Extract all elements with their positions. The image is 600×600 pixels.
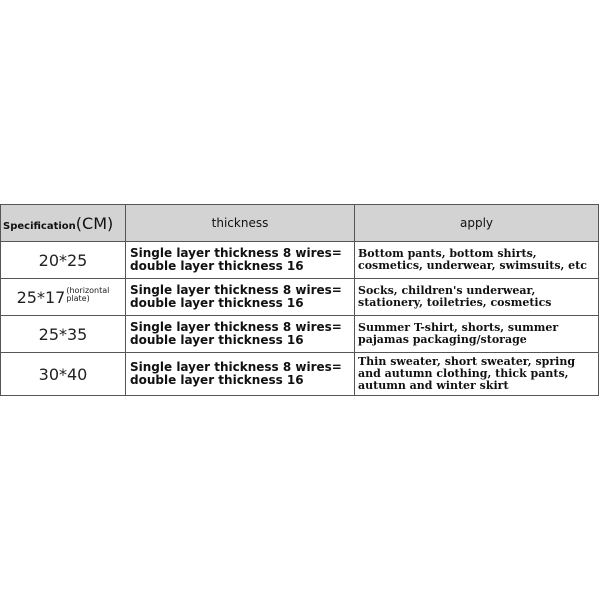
table-row <box>1 242 599 279</box>
header-specification <box>1 205 126 242</box>
thickness-line: Single layer thickness 8 wires= <box>130 320 342 334</box>
thickness-line: Single layer thickness 8 wires= <box>130 360 342 374</box>
apply-line: autumn and winter skirt <box>358 379 509 392</box>
thickness-cell <box>126 316 355 353</box>
size-value: 20*25 <box>38 250 88 270</box>
thickness-line: double layer thickness 16 <box>130 373 304 387</box>
header-apply: apply <box>355 205 599 242</box>
apply-line: pajamas packaging/storage <box>358 333 527 346</box>
apply-line: Thin sweater, short sweater, spring <box>358 355 576 368</box>
thickness-line: double layer thickness 16 <box>130 296 304 310</box>
thickness-line: Single layer thickness 8 wires= <box>130 246 342 260</box>
thickness-line: double layer thickness 16 <box>130 259 304 273</box>
size-cell <box>1 316 126 353</box>
thickness-cell <box>126 242 355 279</box>
size-note: (horizontal plate) <box>66 286 110 303</box>
thickness-cell <box>126 353 355 396</box>
apply-cell <box>355 279 599 316</box>
apply-line: Summer T-shirt, shorts, summer <box>358 321 559 334</box>
size-cell <box>1 279 126 316</box>
thickness-cell <box>126 279 355 316</box>
header-row <box>1 205 599 242</box>
apply-line: and autumn clothing, thick pants, <box>358 367 569 380</box>
thickness-line: double layer thickness 16 <box>130 333 304 347</box>
size-cell <box>1 242 126 279</box>
specification-table <box>0 204 599 396</box>
size-value: 25*35 <box>38 324 88 344</box>
apply-cell <box>355 242 599 279</box>
apply-line: Bottom pants, bottom shirts, <box>358 247 537 260</box>
apply-line: cosmetics, underwear, swimsuits, etc <box>358 259 587 272</box>
apply-cell <box>355 353 599 396</box>
apply-cell <box>355 316 599 353</box>
header-specification-label: Specification <box>3 220 76 232</box>
thickness-line: Single layer thickness 8 wires= <box>130 283 342 297</box>
apply-line: Socks, children's underwear, <box>358 284 536 297</box>
table-row <box>1 353 599 396</box>
size-value: 30*40 <box>38 364 88 384</box>
header-thickness: thickness <box>126 205 355 242</box>
size-cell <box>1 353 126 396</box>
header-specification-unit: (CM) <box>75 213 114 233</box>
apply-line: stationery, toiletries, cosmetics <box>358 296 552 309</box>
table-row <box>1 279 599 316</box>
table-row <box>1 316 599 353</box>
size-value: 25*17 <box>16 287 66 307</box>
